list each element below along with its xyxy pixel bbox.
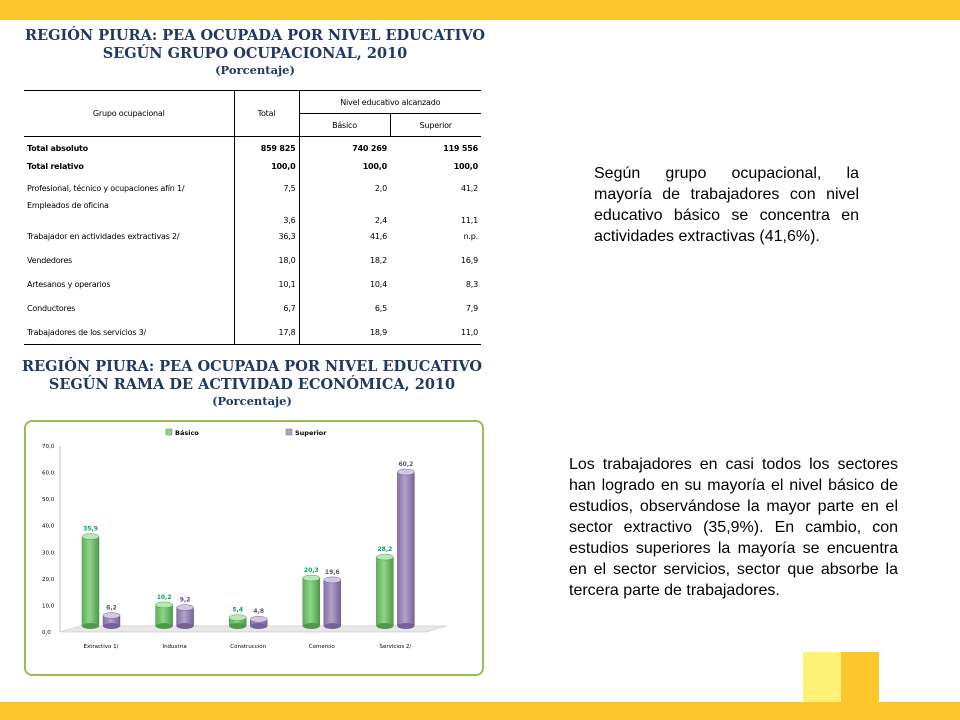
chart-title-subtitle: (Porcentaje) [212,394,292,408]
table-row [24,321,481,345]
data-label: 4,8 [253,608,265,616]
table-row [24,297,481,321]
bar-basico-base [156,623,173,629]
data-label: 10,2 [156,593,172,601]
bar-superior [397,472,414,626]
chart-title [12,358,492,408]
row-basico: 18,2 [369,256,387,265]
bar-basico-top [303,575,320,581]
bar-basico-top [376,554,393,560]
table-row [24,177,481,201]
table-row [24,157,481,177]
legend-swatch [286,429,292,435]
x-tick-label: Industria [162,644,187,650]
bar-basico-top [229,615,246,621]
row-basico: 6,5 [374,304,387,313]
row-label: Empleados de oficina [24,201,234,225]
table-title-subtitle: (Porcentaje) [215,63,295,77]
legend-label: Superior [295,429,327,437]
row-superior: 11,1 [460,215,478,225]
row-basico: 18,9 [299,321,390,345]
table-row [24,249,481,273]
row-total: 17,8 [234,321,299,345]
row-label: Total relativo [24,157,234,177]
bar-basico-base [229,623,246,629]
y-tick-label: 20,0 [42,576,55,583]
x-tick-label: Servicios 2/ [379,644,412,650]
occupation-table [24,90,481,345]
table-title-line2: SEGÚN GRUPO OCUPACIONAL, 2010 [102,45,408,62]
row-superior: n.p. [463,232,478,241]
row-basico: 2,0 [374,184,387,193]
table-row [24,141,481,157]
row-total: 3,6 [234,201,299,225]
bottom-accent-bar [0,702,960,720]
x-tick-label: Extractivo 1/ [83,644,119,650]
bar-superior-base [324,623,341,629]
data-label: 28,2 [377,546,393,554]
row-label: Trabajador en actividades extractivas 2/ [24,225,234,249]
bar-basico [82,537,99,626]
y-tick-label: 70,0 [42,444,55,450]
bar-basico-base [303,623,320,629]
table-row [24,225,481,249]
bar-superior-base [177,623,194,629]
row-label: Artesanos y operarios [24,273,234,297]
row-label: Trabajadores de los servicios 3/ [24,321,234,345]
bar-superior-top [103,613,120,619]
y-tick-label: 0,0 [42,630,51,636]
row-basico: 41,6 [369,232,387,241]
header-total: Total [234,91,299,137]
bar-basico-base [376,623,393,629]
data-label: 5,4 [232,606,244,614]
legend-swatch [166,429,172,435]
data-label: 20,3 [303,567,319,575]
row-superior: 7,9 [465,304,478,313]
bar-superior-base [103,623,120,629]
row-superior: 119 556 [443,144,478,153]
header-group: Grupo ocupacional [24,91,234,137]
bar-superior-top [250,616,267,622]
table-title-line1: REGIÓN PIURA: PEA OCUPADA POR NIVEL EDUCATIVO [25,27,485,44]
row-superior: 41,2 [460,184,478,193]
data-label: 60,2 [398,461,414,469]
table-title [20,27,490,77]
row-basico: 100,0 [362,162,387,171]
row-superior: 100,0 [453,162,478,171]
data-label: 9,2 [179,596,191,604]
chart-container [24,420,484,676]
data-label: 6,2 [106,604,117,612]
row-label: Profesional, técnico y ocupaciones afín 1/ [24,177,234,201]
y-tick-label: 40,0 [42,523,55,530]
paragraph-2: Los trabajadores en casi todos los sectores han logrado en su mayoría el nivel básico de estudios, observándose la mayor parte en el sector extractivo (35,9%). En cambio, con estudios superiores la mayoría se encuentra en el sector servicios, sector que absorbe la tercera parte de trabajadores. [569,456,898,599]
row-superior: 11,0 [390,321,481,345]
chart-title-line2: SEGÚN RAMA DE ACTIVIDAD ECONÓMICA, 2010 [48,376,456,393]
x-tick-label: Construcción [230,644,267,650]
bar-superior [324,580,341,626]
bar-basico-top [82,534,99,540]
data-label: 35,9 [83,525,98,533]
header-basico: Básico [299,114,390,137]
chart-title-line1: REGIÓN PIURA: PEA OCUPADA POR NIVEL EDUCATIVO [22,358,482,375]
row-basico: 740 269 [352,144,387,153]
bar-chart [26,422,482,674]
bar-superior-top [177,605,194,611]
decor-square-gold [841,652,879,702]
table-row [24,273,481,297]
legend-label: Básico [175,429,199,437]
y-tick-label: 60,0 [42,470,55,477]
row-total: 18,0 [234,249,299,273]
bar-basico-base [82,623,99,629]
bar-basico-top [156,602,173,608]
row-total: 36,3 [234,225,299,249]
y-tick-label: 10,0 [42,603,55,610]
row-basico: 2,4 [374,215,387,225]
bar-superior-top [324,577,341,583]
paragraph-1: Según grupo ocupacional, la mayoría de trabajadores con nivel educativo básico se concentra en actividades extractivas (41,6%). [594,165,859,245]
header-nivel: Nivel educativo alcanzado [299,91,481,114]
bar-basico [303,578,320,626]
row-total: 7,5 [234,177,299,201]
x-tick-label: Comercio [308,644,335,650]
bar-superior-base [250,623,267,629]
bar-superior-base [397,623,414,629]
row-label: Vendedores [24,249,234,273]
bar-superior-top [397,469,414,475]
bar-basico [376,557,393,626]
row-total: 859 825 [234,141,299,157]
row-total: 10,1 [234,273,299,297]
table-row [24,201,481,225]
row-label: Conductores [24,297,234,321]
row-superior: 16,9 [460,256,478,265]
header-superior: Superior [419,120,452,130]
decor-square-light [803,652,841,702]
row-basico: 10,4 [369,280,387,289]
row-label: Total absoluto [24,141,234,157]
row-total: 6,7 [234,297,299,321]
row-total: 100,0 [234,157,299,177]
row-superior: 8,3 [465,280,478,289]
y-tick-label: 30,0 [42,550,55,557]
top-accent-bar [0,0,960,20]
y-tick-label: 50,0 [42,497,55,504]
data-label: 19,6 [324,568,340,576]
